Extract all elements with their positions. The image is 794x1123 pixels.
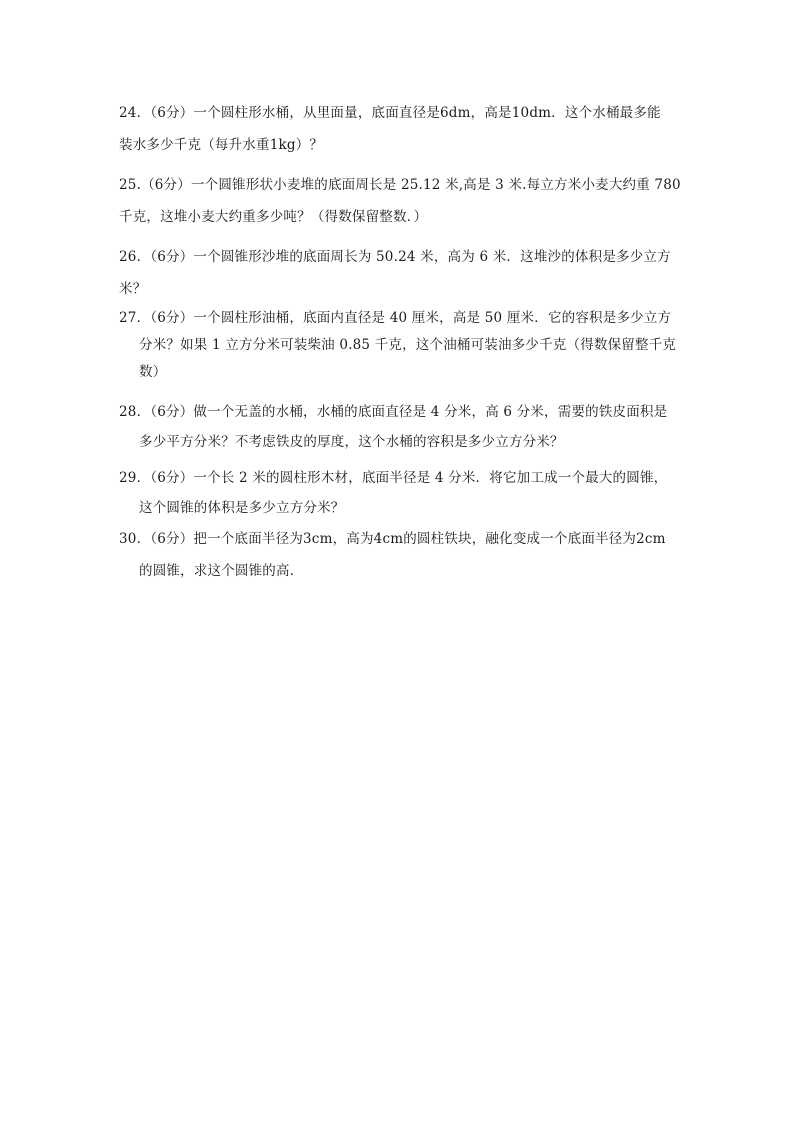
question-27-line-3: 数） (139, 364, 167, 380)
question-29 (119, 463, 689, 523)
question-26-line-1: 26．（6分）一个圆锥形沙堆的底面周长为 50.24 米，高为 6 米．这堆沙的体积是多少立方 (119, 249, 671, 265)
question-29-line-1: 29．（6分）一个长 2 米的圆柱形木材，底面半径是 4 分米．将它加工成一个最大的圆锥， (119, 470, 668, 486)
question-24 (119, 97, 689, 161)
question-26-line-2: 米？ (119, 281, 147, 297)
question-25-line-1: 25.（6分）一个圆锥形状小麦堆的底面周长是 25.12 米,高是 3 米.每立方米小麦大约重 780 (119, 177, 681, 193)
question-25-line-2: 千克，这堆小麦大约重多少吨？（得数保留整数．） (119, 209, 428, 225)
question-24-line-2: 装水多少千克（每升水重1kg）？ (119, 137, 324, 153)
question-26 (119, 241, 689, 305)
question-24-line-1: 24．（6分）一个圆柱形水桶，从里面量，底面直径是6dm，高是10dm．这个水桶最多能 (119, 105, 661, 121)
question-28-line-2: 多少平方分米？不考虑铁皮的厚度，这个水桶的容积是多少立方分米？ (139, 434, 564, 450)
question-28-line-1: 28．（6分）做一个无盖的水桶，水桶的底面直径是 4 分米，高 6 分米，需要的铁皮面积是 (119, 404, 668, 420)
question-30 (119, 523, 689, 587)
question-29-line-2: 这个圆锥的体积是多少立方分米？ (139, 500, 345, 516)
question-27-line-1: 27．（6分）一个圆柱形油桶，底面内直径是 40 厘米，高是 50 厘米．它的容积是多少立方 (119, 310, 672, 326)
question-27-line-2: 分米？如果 1 立方分米可装柴油 0.85 千克，这个油桶可装油多少千克（得数保留整千克 (139, 337, 677, 353)
question-30-line-1: 30．（6分）把一个底面半径为3cm，高为4cm的圆柱铁块，融化变成一个底面半径为2cm (119, 531, 666, 547)
question-27 (119, 305, 689, 386)
question-30-line-2: 的圆锥，求这个圆锥的高． (139, 563, 304, 579)
question-25 (119, 169, 689, 233)
question-28 (119, 397, 689, 457)
